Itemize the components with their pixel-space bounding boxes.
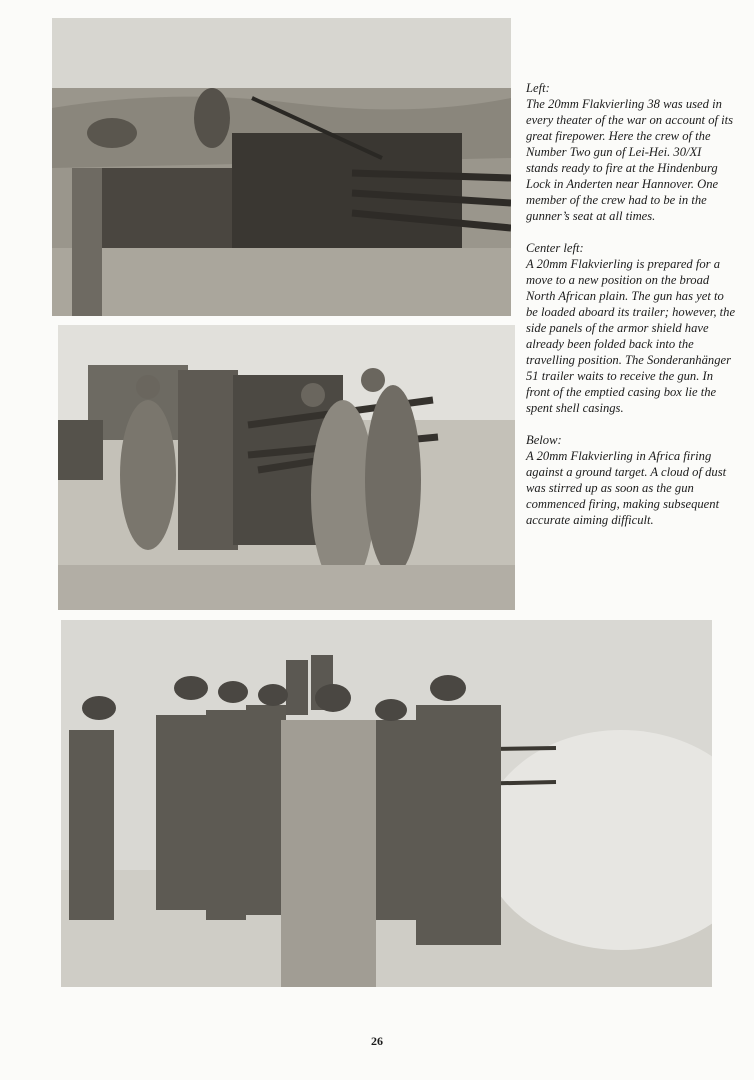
- caption-left: [526, 80, 736, 224]
- page-number: 26: [371, 1034, 383, 1048]
- caption-text: The 20mm Flakvierling 38 was used in every theater of the war on account of its great firepower. Here the crew of the Number Two gun of Lei-Hei. 30/XI stands ready to fire at the Hindenburg Lock in Anderten near Hannover. One member of the crew had to be in the gunner’s seat at all times.: [526, 97, 734, 223]
- caption-label: Left:: [526, 81, 550, 95]
- caption-label: Below:: [526, 433, 562, 447]
- caption-text: A 20mm Flakvierling is prepared for a move to a new position on the broad North African plain. The gun has yet to be loaded aboard its trailer; however, the side panels of the armor shield have already been folded back into the travelling position. The Sonderanhänger 51 trailer waits to receive the gun. In front of the emptied casing box lie the spent shell casings.: [526, 257, 736, 415]
- caption-column: [526, 80, 736, 544]
- photo-flakvierling-firing-africa: [61, 620, 712, 987]
- caption-label: Center left:: [526, 241, 584, 255]
- caption-below: [526, 432, 736, 528]
- caption-text: A 20mm Flakvierling in Africa firing against a ground target. A cloud of dust was stirred up as soon as the gun commenced firing, making subsequent accurate aiming difficult.: [526, 449, 727, 527]
- photo-flakvierling-north-africa: [58, 325, 515, 610]
- photo-flakvierling-emplacement: [52, 18, 511, 316]
- caption-center-left: [526, 240, 736, 416]
